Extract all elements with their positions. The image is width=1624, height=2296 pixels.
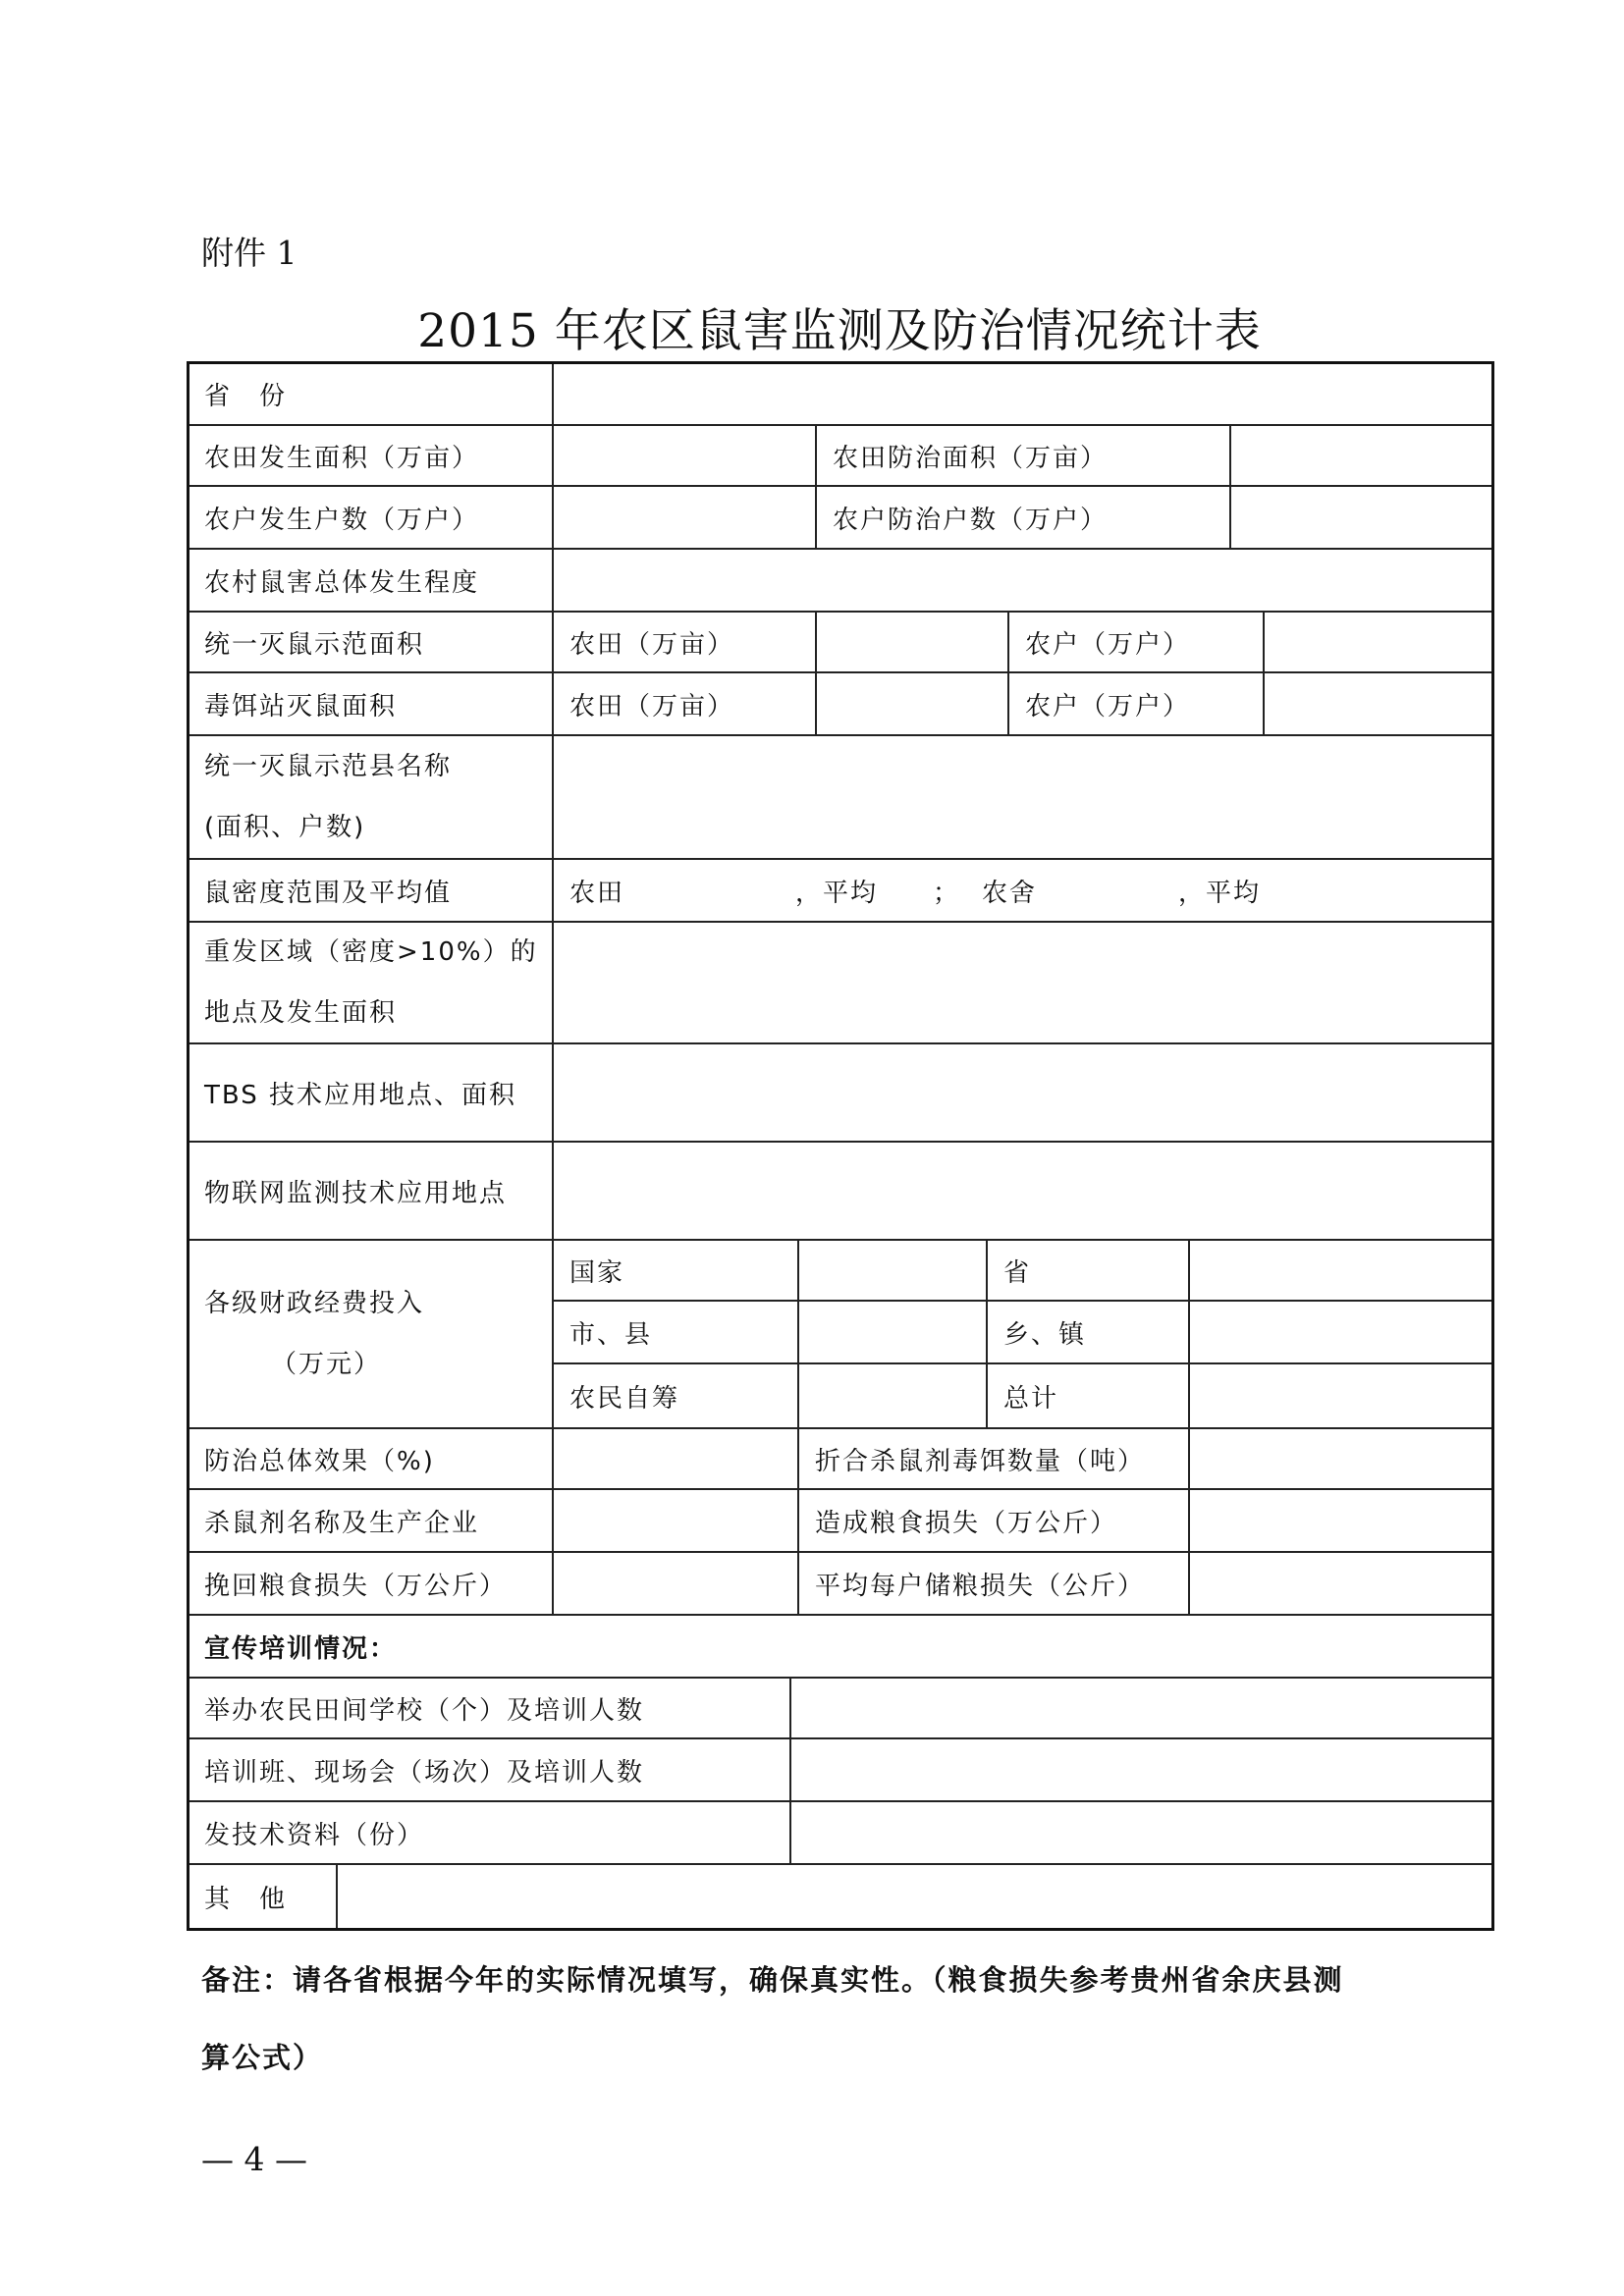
label-household-control: 农户防治户数（万户） (815, 485, 1231, 550)
label-iot: 物联网监测技术应用地点 (187, 1141, 554, 1241)
input-training-classes[interactable] (789, 1737, 1494, 1802)
label-field-schools: 举办农民田间学校（个）及培训人数 (187, 1677, 791, 1739)
input-control-effect[interactable] (552, 1427, 799, 1490)
input-other[interactable] (336, 1863, 1494, 1931)
label-bait-household: 农户（万户） (1007, 671, 1265, 736)
label-tech-materials: 发技术资料（份） (187, 1800, 791, 1865)
input-rodenticide-name[interactable] (552, 1488, 799, 1553)
input-severe-areas[interactable] (552, 921, 1494, 1044)
label-total: 总计 (986, 1362, 1190, 1429)
label-severe-areas (187, 921, 554, 1044)
label-overall-degree: 农村鼠害总体发生程度 (187, 548, 554, 613)
label-severe-line2: 地点及发生面积 (204, 998, 398, 1028)
input-bait-household[interactable] (1263, 671, 1494, 736)
label-training-classes: 培训班、现场会（场次）及培训人数 (187, 1737, 791, 1802)
input-farmland-occurrence[interactable] (552, 424, 817, 487)
label-demo-county-line1: 统一灭鼠示范县名称 (204, 752, 453, 781)
input-city-county[interactable] (797, 1300, 988, 1364)
input-grain-loss[interactable] (1188, 1488, 1494, 1553)
label-farmer-self: 农民自筹 (552, 1362, 799, 1429)
input-tbs[interactable] (552, 1042, 1494, 1143)
label-farmland-occurrence: 农田发生面积（万亩） (187, 424, 554, 487)
label-provincial: 省 (986, 1239, 1190, 1302)
label-farmland-control: 农田防治面积（万亩） (815, 424, 1231, 487)
input-tech-materials[interactable] (789, 1800, 1494, 1865)
label-avg-storage-loss: 平均每户储粮损失（公斤） (797, 1551, 1190, 1616)
label-city-county: 市、县 (552, 1300, 799, 1364)
label-township: 乡、镇 (986, 1300, 1190, 1364)
label-grain-loss: 造成粮食损失（万公斤） (797, 1488, 1190, 1553)
label-funding (187, 1239, 554, 1429)
page-title: 2015 年农区鼠害监测及防治情况统计表 (417, 304, 1262, 358)
label-density-farmland: 农田 (569, 878, 625, 908)
input-iot[interactable] (552, 1141, 1494, 1241)
input-provincial[interactable] (1188, 1239, 1494, 1302)
label-rodenticide-amount: 折合杀鼠剂毒饵数量（吨） (797, 1427, 1190, 1490)
label-funding-line1: 各级财政经费投入 (204, 1289, 425, 1318)
input-national[interactable] (797, 1239, 988, 1302)
input-farmer-self[interactable] (797, 1362, 988, 1429)
label-other: 其 他 (187, 1863, 338, 1931)
label-unified-demo-area: 统一灭鼠示范面积 (187, 611, 554, 673)
input-demo-household[interactable] (1263, 611, 1494, 673)
note-line1: 备注：请各省根据今年的实际情况填写，确保真实性。（粮食损失参考贵州省余庆县测 (201, 1963, 1344, 1997)
input-demo-county[interactable] (552, 734, 1494, 860)
input-demo-farmland[interactable] (815, 611, 1009, 673)
label-density-average-1: ，平均 (795, 878, 879, 908)
input-rodenticide-amount[interactable] (1188, 1427, 1494, 1490)
label-control-effect: 防治总体效果（%) (187, 1427, 554, 1490)
label-tbs: TBS 技术应用地点、面积 (187, 1042, 554, 1143)
input-avg-storage-loss[interactable] (1188, 1551, 1494, 1616)
label-demo-county-line2: (面积、户数) (204, 813, 366, 842)
label-province: 省 份 (187, 361, 554, 426)
label-training-header: 宣传培训情况： (187, 1614, 1494, 1679)
label-household-occurrence: 农户发生户数（万户） (187, 485, 554, 550)
label-severe-line1: 重发区域（密度>10%）的 (204, 937, 538, 967)
input-household-control[interactable] (1229, 485, 1494, 550)
input-province[interactable] (552, 361, 1494, 426)
page-number: — 4 — (201, 2140, 307, 2178)
input-overall-degree[interactable] (552, 548, 1494, 613)
label-rodenticide-name: 杀鼠剂名称及生产企业 (187, 1488, 554, 1553)
input-farmland-control[interactable] (1229, 424, 1494, 487)
input-township[interactable] (1188, 1300, 1494, 1364)
label-demo-household: 农户（万户） (1007, 611, 1265, 673)
label-demo-county (187, 734, 554, 860)
label-national: 国家 (552, 1239, 799, 1302)
input-household-occurrence[interactable] (552, 485, 817, 550)
label-density-house: 农舍 (982, 878, 1038, 908)
note-line2: 算公式） (201, 2041, 324, 2074)
label-bait-station-area: 毒饵站灭鼠面积 (187, 671, 554, 736)
input-field-schools[interactable] (789, 1677, 1494, 1739)
input-grain-recovered[interactable] (552, 1551, 799, 1616)
label-density-average-2: ，平均 (1178, 878, 1262, 908)
label-funding-line2: （万元） (271, 1350, 382, 1379)
label-grain-recovered: 挽回粮食损失（万公斤） (187, 1551, 554, 1616)
attachment-label: 附件 1 (201, 234, 298, 272)
label-density-separator: ； (933, 878, 961, 908)
label-bait-farmland: 农田（万亩） (552, 671, 817, 736)
density-values (552, 858, 1494, 923)
label-density: 鼠密度范围及平均值 (187, 858, 554, 923)
input-bait-farmland[interactable] (815, 671, 1009, 736)
label-demo-farmland: 农田（万亩） (552, 611, 817, 673)
input-total[interactable] (1188, 1362, 1494, 1429)
